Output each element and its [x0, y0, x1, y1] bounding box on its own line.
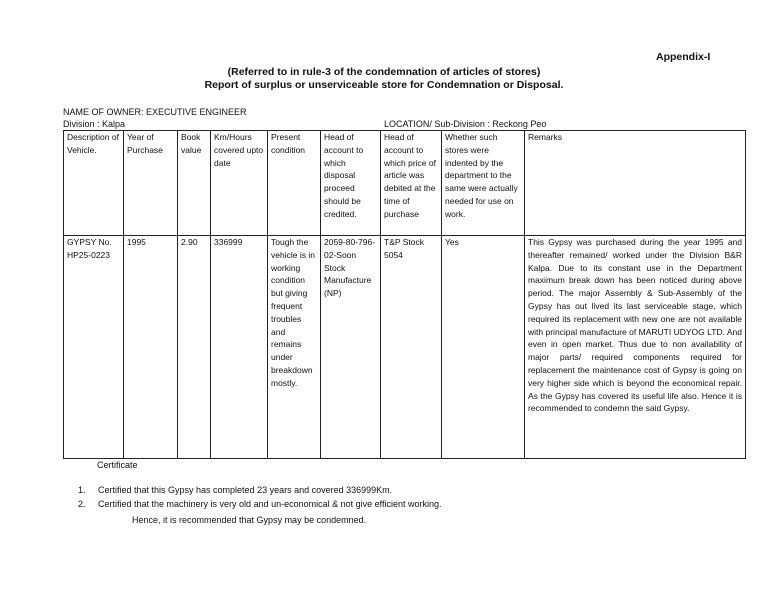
- list-item-number: 2.: [78, 499, 86, 509]
- owner-name: NAME OF OWNER: EXECUTIVE ENGINEER: [63, 107, 247, 117]
- cell-condition: Tough the vehicle is in working condition but giving frequent troubles and remains under breakdown mostly.: [268, 236, 321, 459]
- certificate-list: [78, 485, 442, 513]
- list-item: [78, 499, 442, 513]
- table-row: [64, 236, 746, 459]
- location-label: LOCATION/ Sub-Division : Reckong Peo: [384, 119, 547, 129]
- document-title-line-2: Report of surplus or unserviceable store for Condemnation or Disposal.: [204, 79, 564, 91]
- header-book-value: Book value: [178, 131, 211, 236]
- header-present-condition: Present condition: [268, 131, 321, 236]
- header-indented: Whether such stores were indented by the department to the same were actually needed for use on work.: [442, 131, 525, 236]
- cell-disposal-account: 2059-80-796-02-Soon Stock Manufacture (NP): [321, 236, 381, 459]
- cell-year: 1995: [124, 236, 178, 459]
- division-label: Division : Kalpa: [63, 119, 126, 129]
- appendix-label: Appendix-I: [656, 51, 711, 63]
- certificate-heading: Certificate: [97, 460, 138, 470]
- list-item-text: Certified that the machinery is very old and un-economical & not give efficient working.: [98, 499, 442, 509]
- list-item-number: 1.: [78, 485, 86, 495]
- cell-km: 336999: [211, 236, 268, 459]
- header-year-of-purchase: Year of Purchase: [124, 131, 178, 236]
- cell-book-value: 2.90: [178, 236, 211, 459]
- list-item: [78, 485, 442, 499]
- condemnation-report-table: [63, 130, 746, 459]
- cell-purchase-account: T&P Stock 5054: [381, 236, 442, 459]
- list-item-text: Certified that this Gypsy has completed 23 years and covered 336999Km.: [98, 485, 393, 495]
- cell-description: GYPSY No. HP25-0223: [64, 236, 124, 459]
- document-title-line-1: (Referred to in rule-3 of the condemnation of articles of stores): [227, 66, 541, 78]
- cell-remarks: This Gypsy was purchased during the year 1995 and thereafter remained/ worked under the Division B&R Kalpa. Due to its constant use in the Department maximum break down has been noticed during above period. The major Assembly & Sub-Assembly of the Gypsy has out lived its last serviceable stage, which required its replacement with new one are not available with principal manufacture of MARUTI UDYOG LTD. And even in open market. Thus due to non availability of major parts/ required components required for replacement the maintenance cost of Gypsy is going on very higher side which is beyond the economical repair. As the Gypsy has covered its useful life also. Hence it is recommended to condemn the said Gypsy.: [525, 236, 746, 459]
- conclusion-text: Hence, it is recommended that Gypsy may be condemned.: [132, 515, 367, 525]
- header-purchase-account: Head of account to which price of article was debited at the time of purchase: [381, 131, 442, 236]
- table-header-row: [64, 131, 746, 236]
- header-description: Description of Vehicle.: [64, 131, 124, 236]
- cell-indented: Yes: [442, 236, 525, 459]
- header-km-hours: Km/Hours covered upto date: [211, 131, 268, 236]
- header-disposal-account: Head of account to which disposal proceed should be credited.: [321, 131, 381, 236]
- header-remarks: Remarks: [525, 131, 746, 236]
